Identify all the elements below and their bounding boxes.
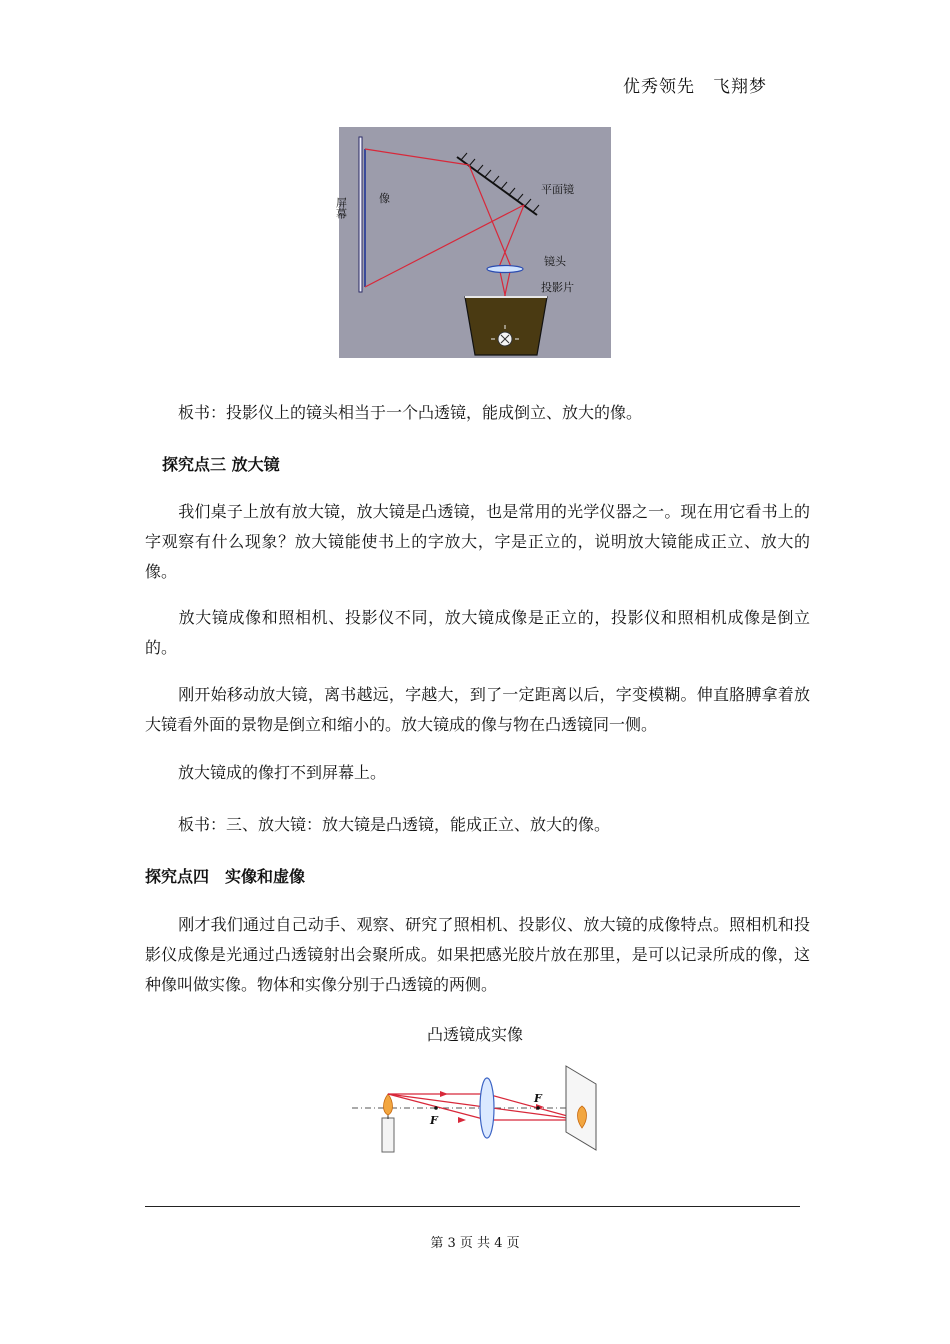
- heading-inquiry-3: 探究点三 放大镜: [162, 455, 280, 474]
- projector-diagram: [334, 127, 611, 358]
- paragraph-real-image: 刚才我们通过自己动手、观察、研究了照相机、投影仪、放大镜的成像特点。照相机和投影仪成像是光通过凸透镜射出会聚所成。如果把感光胶片放在那里，是可以记录所成的像，这种像叫做实像。物体和实像分别于凸透镜的两侧。: [145, 915, 810, 994]
- paragraph-magnifier-screen: 放大镜成的像打不到屏幕上。: [178, 763, 387, 782]
- label-lens: 镜头: [544, 255, 566, 268]
- focus-left-label: F: [430, 1114, 438, 1127]
- paragraph-magnifier-move: 刚开始移动放大镜，离书越远，字越大，到了一定距离以后，字变模糊。伸直胳膊拿着放大镜看外面的景物是倒立和缩小的。放大镜成的像与物在凸透镜同一侧。: [145, 685, 810, 734]
- label-screen: 屏幕: [334, 197, 348, 219]
- page-header: 优秀领先 飞翔梦: [623, 77, 767, 97]
- figure-caption: 凸透镜成实像: [426, 1025, 523, 1044]
- convex-lens-diagram: [350, 1062, 604, 1156]
- paragraph-magnifier-compare: 放大镜成像和照相机、投影仪不同，放大镜成像是正立的，投影仪和照相机成像是倒立的。: [145, 608, 810, 657]
- page-footer: 第 3 页 共 4 页: [430, 1236, 520, 1251]
- paragraph-board-projector: 板书：投影仪上的镜头相当于一个凸透镜，能成倒立、放大的像。: [178, 403, 643, 422]
- label-slide: 投影片: [541, 281, 574, 294]
- paragraph-magnifier-intro: 我们桌子上放有放大镜，放大镜是凸透镜，也是常用的光学仪器之一。现在用它看书上的字观察有什么现象？放大镜能使书上的字放大，字是正立的，说明放大镜能成正立、放大的像。: [145, 502, 810, 581]
- label-mirror: 平面镜: [541, 183, 574, 196]
- footer-divider: [145, 1206, 800, 1207]
- paragraph-board-magnifier: 板书：三、放大镜：放大镜是凸透镜，能成正立、放大的像。: [178, 815, 611, 834]
- heading-inquiry-4: 探究点四 实像和虚像: [145, 867, 306, 886]
- label-image: 像: [379, 192, 390, 205]
- focus-right-label: F: [534, 1092, 542, 1105]
